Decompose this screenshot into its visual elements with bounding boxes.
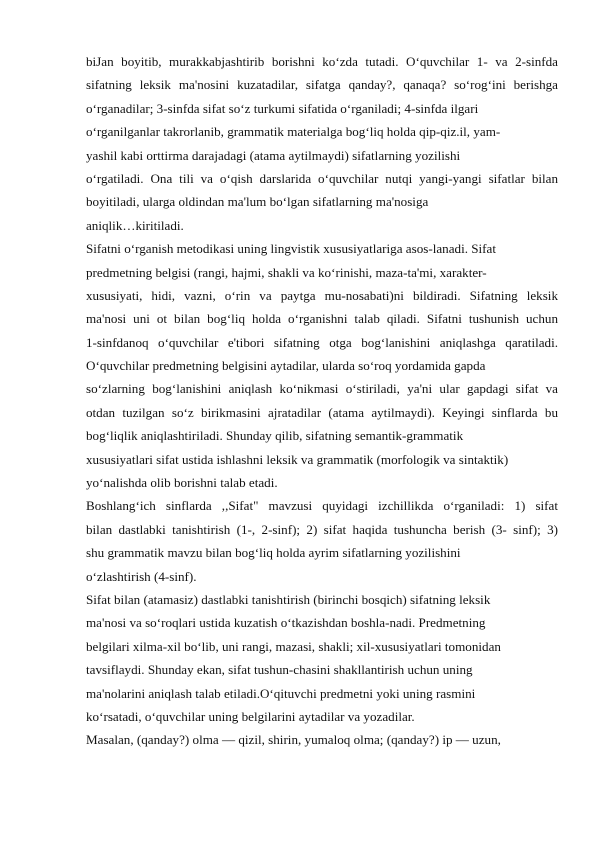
document-body	[86, 50, 558, 752]
text-line: yashil kabi orttirma darajadagi (atama aytilmaydi) sifatlarning yozilishi	[86, 147, 461, 163]
text-line: xususiyatlari sifat ustida ishlashni leksik va grammatik (morfologik va sintaktik)	[86, 451, 509, 467]
text-line: o‘zlashtirish (4-sinf).	[86, 568, 197, 584]
text-line: bilan dastlabki tanishtirish (1-, 2-sinf); 2) sifat haqida tushuncha berish (3- sinf); 3)	[86, 521, 558, 537]
text-line: ma'nosi va so‘roqlari ustida kuzatish o‘tkazishdan boshla-nadi. Predmetning	[86, 615, 486, 631]
text-line: boyitiladi, ularga oldindan ma'lum bo‘lgan sifatlarning ma'nosiga	[86, 194, 429, 210]
text-line: Sifat bilan (atamasiz) dastlabki tanishtirish (birinchi bosqich) sifatning leksik	[86, 591, 491, 607]
text-line: Sifatni o‘rganish metodikasi uning lingvistik xususiyatlariga asos-lanadi. Sifat	[86, 241, 496, 257]
text-line: yo‘nalishda olib borishni talab etadi.	[86, 475, 278, 491]
text-line: O‘quvchilar predmetning belgisini aytadilar, ularda so‘roq yordamida gapda	[86, 358, 486, 374]
text-line: 1-sinfdanoq o‘quvchilar e'tibori sifatning otga bog‘lanishini aniqlashga qaratiladi.	[86, 334, 558, 350]
text-line: biJan boyitib, murakkabjashtirib borishni ko‘zda tutadi. O‘quvchilar 1- va 2-sinfda	[86, 54, 558, 69]
text-line: ko‘rsatadi, o‘quvchilar uning belgilarini aytadilar va yozadilar.	[86, 708, 415, 724]
text-line: Masalan, (qanday?) olma — qizil, shirin, yumaloq olma; (qanday?) ip — uzun,	[86, 732, 501, 748]
text-line: o‘rgatiladi. Ona tili va o‘qish darslarida o‘quvchilar nutqi yangi-yangi sifatlar bilan	[86, 170, 558, 186]
text-line: ma'nosi uni ot bilan bog‘liq holda o‘rganishni talab qiladi. Sifatni tushunish uchun	[86, 311, 558, 327]
text-line: aniqlik…kiritiladi.	[86, 217, 184, 233]
text-line: so‘zlarning bog‘lanishini aniqlash ko‘nikmasi o‘stiriladi, ya'ni ular gapdagi sifat va	[86, 381, 558, 397]
text-line: xususiyati, hidi, vazni, o‘rin va paytga mu-nosabati)ni bildiradi. Sifatning leksik	[86, 287, 558, 303]
text-line: o‘rganadilar; 3-sinfda sifat so‘z turkumi sifatida o‘rganiladi; 4-sinfda ilgari	[86, 100, 479, 116]
text-line: shu grammatik mavzu bilan bog‘liq holda ayrim sifatlarning yozilishini	[86, 545, 461, 561]
text-line: tavsiflaydi. Shunday ekan, sifat tushun-chasini shakllantirish uchun uning	[86, 662, 473, 678]
text-line: bog‘liqlik aniqlashtiriladi. Shunday qilib, sifatning semantik-grammatik	[86, 428, 464, 444]
text-line: predmetning belgisi (rangi, hajmi, shakli va ko‘rinishi, maza-ta'mi, xarakter-	[86, 264, 487, 280]
text-line: Boshlang‘ich sinflarda ,,Sifat" mavzusi quyidagi izchillikda o‘rganiladi: 1) sifat	[86, 498, 558, 514]
text-line: otdan tuzilgan so‘z birikmasini ajratadilar (atama aytilmaydi). Keyingi sinflarda bu	[86, 404, 558, 420]
text-line: sifatning leksik ma'nosini kuzatadilar, sifatga qanday?, qanaqa? so‘rog‘ini berishga	[86, 77, 558, 93]
text-line: belgilari xilma-xil bo‘lib, uni rangi, mazasi, shakli; xil-xususiyatlari tomonidan	[86, 638, 501, 654]
text-line: o‘rganilganlar takrorlanib, grammatik materialga bog‘liq holda qip-qiz.il, yam-	[86, 124, 501, 140]
text-line: ma'nolarini aniqlash talab etiladi.O‘qituvchi predmetni yoki uning rasmini	[86, 685, 476, 701]
